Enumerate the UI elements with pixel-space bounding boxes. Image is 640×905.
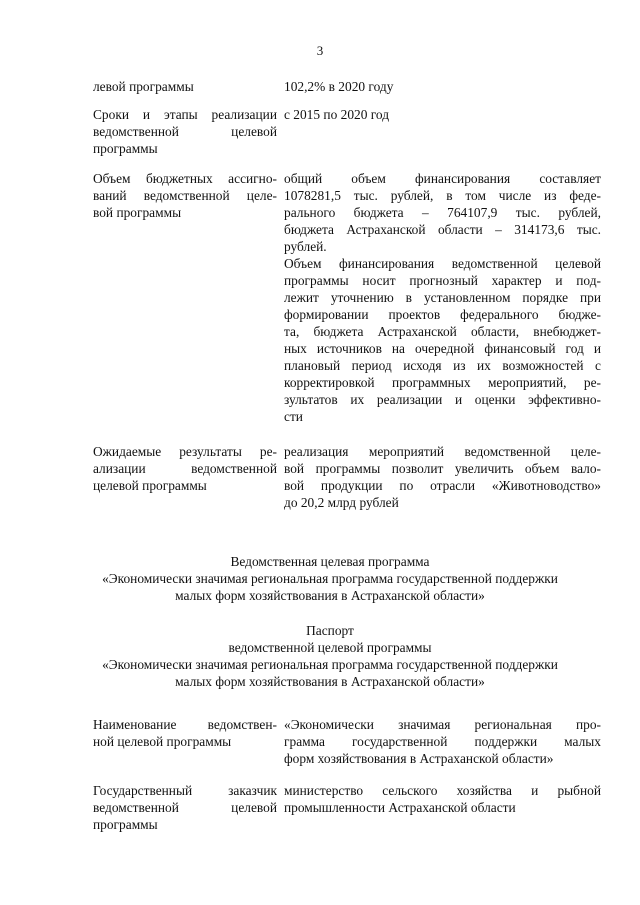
row-value-line: корректировкой программных мероприятий, ре- [284,375,601,390]
row-label-line: Ожидаемые результаты ре- [93,444,277,459]
row-value-line: форм хозяйствования в Астраханской области» [284,751,554,766]
row-label-line: левой программы [93,79,194,94]
row-label-line: вой программы [93,205,182,220]
row-value-line: 1078281,5 тыс. рублей, в том числе из феде- [284,188,601,203]
passport-heading-line: Паспорт [306,623,354,638]
page-number: 3 [316,43,324,58]
row-label-line: ведомственной целевой [93,800,277,815]
row-label [93,782,277,833]
row-value-line: 102,2% в 2020 году [284,79,394,94]
row-label-line: ализации ведомственной [93,461,277,476]
row-value [284,78,601,95]
row-label-line: ваний ведомственной целе- [93,188,277,203]
row-label [93,78,277,95]
row-label-line: ной целевой программы [93,734,232,749]
row-value-line: грамма государственной поддержки малых [284,734,601,749]
passport-heading-line: малых форм хозяйствования в Астраханской области» [175,674,485,689]
program-heading [60,553,600,604]
row-label-line: Объем бюджетных ассигно- [93,171,277,186]
row-value-line: вой программы позволит увеличить объем вало- [284,461,601,476]
program-heading-line: «Экономически значимая региональная программа государственной поддержки [102,571,558,586]
program-heading-line: Ведомственная целевая программа [230,554,430,569]
passport-heading [60,622,600,690]
row-value-line: ных источников на очередной финансовый год и [284,341,601,356]
row-value-line: лежит уточнению в установленном порядке при [284,290,601,305]
row-value-line: бюджета Астраханской области – 314173,6 тыс. [284,222,601,237]
row-value-line: та, бюджета Астраханской области, внебюджет- [284,324,601,339]
row-label [93,170,277,221]
row-value-line: «Экономически значимая региональная про- [284,717,601,732]
row-value [284,443,601,511]
row-value-line: рального бюджета – 764107,9 тыс. рублей, [284,205,601,220]
row-label-line: ведомственной целевой [93,124,277,139]
row-value-line: до 20,2 млрд рублей [284,495,399,510]
row-label-line: программы [93,817,158,832]
row-value-line: плановый период исходя из их возможностей с [284,358,601,373]
row-value-line: зультатов их реализации и оценки эффективно- [284,392,601,407]
row-value-line: сти [284,409,303,424]
row-value-line: Объем финансирования ведомственной целевой [284,256,601,271]
row-value-line: формировании проектов федерального бюдже- [284,307,601,322]
row-value [284,170,601,425]
row-value-line: рублей. [284,239,327,254]
row-label-line: программы [93,141,158,156]
row-label [93,716,277,750]
row-label-line: целевой программы [93,478,207,493]
row-value [284,782,601,816]
passport-heading-line: «Экономически значимая региональная программа государственной поддержки [102,657,558,672]
row-value-line: реализация мероприятий ведомственной целе- [284,444,601,459]
row-label-line: Государственный заказчик [93,783,277,798]
row-label-line: Наименование ведомствен- [93,717,277,732]
row-value-line: с 2015 по 2020 год [284,107,390,122]
program-heading-line: малых форм хозяйствования в Астраханской области» [175,588,485,603]
passport-heading-line: ведомственной целевой программы [228,640,432,655]
row-value-line: промышленности Астраханской области [284,800,516,815]
row-value-line: вой продукции по отрасли «Животноводство» [284,478,601,493]
row-label [93,443,277,494]
row-value-line: общий объем финансирования составляет [284,171,601,186]
row-value [284,716,601,767]
row-label-line: Сроки и этапы реализации [93,107,277,122]
row-label [93,106,277,157]
row-value-line: министерство сельского хозяйства и рыбной [284,783,601,798]
row-value [284,106,601,123]
row-value-line: программы носит прогнозный характер и под- [284,273,601,288]
